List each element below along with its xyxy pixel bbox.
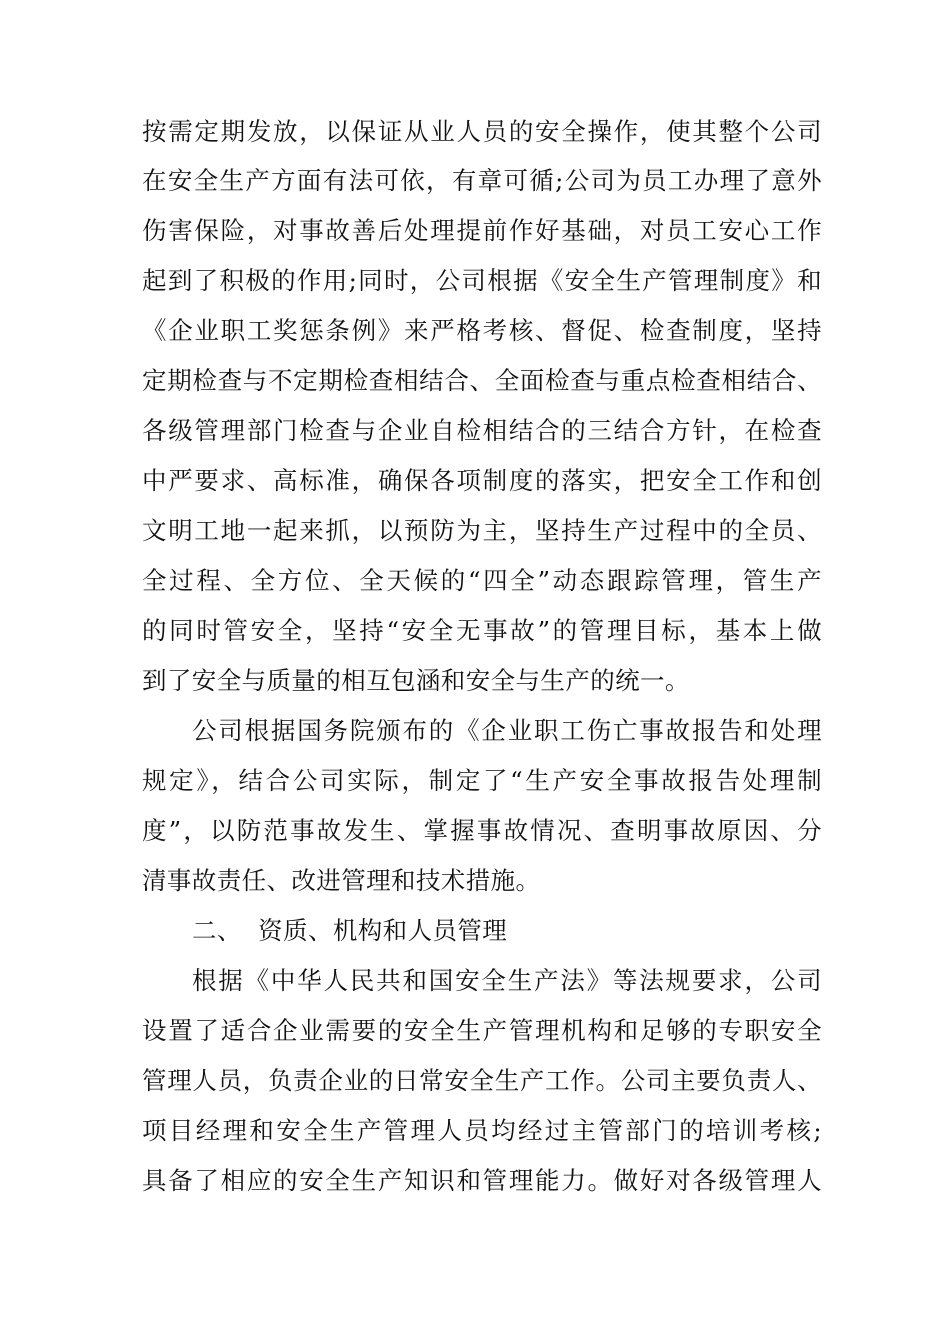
section-heading: 二、 资质、机构和人员管理 (192, 916, 508, 945)
text-line: 文明工地一起来抓，以预防为主，坚持生产过程中的全员、 (142, 516, 822, 545)
text-line: 清事故责任、改进管理和技术措施。 (142, 866, 541, 895)
text-line: 伤害保险，对事故善后处理提前作好基础，对员工安心工作 (142, 216, 822, 245)
text-line: 公司根据国务院颁布的《企业职工伤亡事故报告和处理 (192, 716, 822, 745)
text-line: 全过程、全方位、全天候的“四全”动态跟踪管理，管生产 (142, 566, 822, 595)
text-line: 规定》，结合公司实际，制定了“生产安全事故报告处理制 (142, 766, 822, 795)
text-line: 设置了适合企业需要的安全生产管理机构和足够的专职安全 (142, 1016, 822, 1045)
text-line: 中严要求、高标准，确保各项制度的落实，把安全工作和创 (142, 466, 822, 495)
text-line: 根据《中华人民共和国安全生产法》等法规要求，公司 (192, 966, 822, 995)
text-line: 《企业职工奖惩条例》来严格考核、督促、检查制度，坚持 (142, 316, 822, 345)
text-line: 按需定期发放，以保证从业人员的安全操作，使其整个公司 (142, 117, 822, 146)
text-line: 起到了积极的作用;同时，公司根据《安全生产管理制度》和 (142, 266, 822, 295)
text-line: 具备了相应的安全生产知识和管理能力。做好对各级管理人 (142, 1166, 822, 1195)
text-line: 定期检查与不定期检查相结合、全面检查与重点检查相结合、 (142, 366, 822, 395)
text-line: 的同时管安全，坚持“安全无事故”的管理目标，基本上做 (142, 616, 822, 645)
text-line: 到了安全与质量的相互包涵和安全与生产的统一。 (142, 666, 690, 695)
text-line: 在安全生产方面有法可依，有章可循;公司为员工办理了意外 (142, 166, 822, 195)
text-line: 度”，以防范事故发生、掌握事故情况、查明事故原因、分 (142, 816, 822, 845)
text-line: 管理人员，负责企业的日常安全生产工作。公司主要负责人、 (142, 1066, 822, 1095)
text-line: 项目经理和安全生产管理人员均经过主管部门的培训考核; (142, 1116, 822, 1145)
text-line: 各级管理部门检查与企业自检相结合的三结合方针，在检查 (142, 416, 822, 445)
